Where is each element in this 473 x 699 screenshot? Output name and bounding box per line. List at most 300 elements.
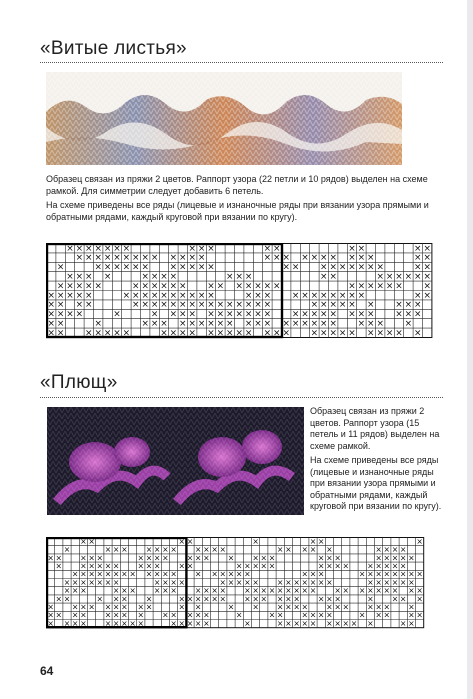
contrast-stitch-mark: × xyxy=(179,253,187,264)
contrast-stitch-mark: × xyxy=(291,262,300,273)
contrast-stitch-mark: × xyxy=(273,253,281,264)
contrast-stitch-mark: × xyxy=(244,309,253,320)
contrast-stitch-mark: × xyxy=(317,561,325,571)
contrast-stitch-mark: × xyxy=(75,309,84,320)
contrast-stitch-mark: × xyxy=(113,309,121,320)
contrast-stitch-mark: × xyxy=(216,328,225,339)
contrast-stitch-mark: × xyxy=(162,577,169,587)
contrast-stitch-mark: × xyxy=(235,328,243,339)
contrast-stitch-mark: × xyxy=(309,610,317,620)
page-number: 64 xyxy=(40,664,54,678)
contrast-stitch-mark: × xyxy=(342,618,350,628)
contrast-stitch-mark: × xyxy=(383,545,391,555)
contrast-stitch-mark: × xyxy=(188,309,196,320)
contrast-stitch-mark: × xyxy=(186,618,194,628)
contrast-stitch-mark: × xyxy=(85,328,93,339)
contrast-stitch-mark: × xyxy=(423,253,431,264)
contrast-stitch-mark: × xyxy=(169,300,178,311)
contrast-stitch-mark: × xyxy=(293,577,300,587)
contrast-stitch-mark: × xyxy=(244,618,251,628)
contrast-stitch-mark: × xyxy=(416,610,423,620)
contrast-stitch-mark: × xyxy=(358,586,366,596)
contrast-stitch-mark: × xyxy=(357,319,366,330)
contrast-stitch-mark: × xyxy=(170,569,177,579)
contrast-stitch-mark: × xyxy=(203,586,210,596)
contrast-stitch-mark: × xyxy=(404,319,413,330)
contrast-stitch-mark: × xyxy=(85,253,93,264)
contrast-stitch-mark: × xyxy=(404,272,413,283)
contrast-stitch-mark: × xyxy=(47,319,55,330)
contrast-stitch-mark: × xyxy=(399,553,407,563)
contrast-stitch-mark: × xyxy=(329,309,337,320)
contrast-stitch-mark: × xyxy=(188,262,196,273)
contrast-stitch-mark: × xyxy=(162,586,169,596)
contrast-stitch-mark: × xyxy=(179,328,187,339)
contrast-stitch-mark: × xyxy=(338,328,347,339)
contrast-stitch-mark: × xyxy=(104,618,112,628)
contrast-stitch-mark: × xyxy=(145,602,153,612)
contrast-stitch-mark: × xyxy=(310,300,319,311)
contrast-stitch-mark: × xyxy=(121,618,128,628)
knit-sample-photo-twisted-leaves xyxy=(46,72,402,165)
contrast-stitch-mark: × xyxy=(94,262,102,273)
contrast-stitch-mark: × xyxy=(254,290,262,301)
contrast-stitch-mark: × xyxy=(320,253,328,264)
contrast-stitch-mark: × xyxy=(104,545,112,555)
contrast-stitch-mark: × xyxy=(301,545,309,555)
contrast-stitch-mark: × xyxy=(348,253,356,264)
contrast-stitch-mark: × xyxy=(273,328,281,339)
contrast-stitch-mark: × xyxy=(63,586,71,596)
contrast-stitch-mark: × xyxy=(56,328,65,339)
contrast-stitch-mark: × xyxy=(122,328,131,339)
contrast-stitch-mark: × xyxy=(301,253,309,264)
contrast-stitch-mark: × xyxy=(252,561,259,571)
contrast-stitch-mark: × xyxy=(132,290,140,301)
contrast-stitch-mark: × xyxy=(207,328,215,339)
contrast-stitch-mark: × xyxy=(375,569,382,579)
contrast-stitch-mark: × xyxy=(329,300,337,311)
contrast-stitch-mark: × xyxy=(170,618,177,628)
contrast-stitch-mark: × xyxy=(121,594,128,604)
contrast-stitch-mark: × xyxy=(399,545,407,555)
contrast-stitch-mark: × xyxy=(367,328,375,339)
contrast-stitch-mark: × xyxy=(235,569,243,579)
contrast-stitch-mark: × xyxy=(96,594,104,604)
contrast-stitch-mark: × xyxy=(122,290,131,301)
contrast-stitch-mark: × xyxy=(348,281,356,292)
contrast-stitch-mark: × xyxy=(320,262,328,273)
contrast-stitch-mark: × xyxy=(326,553,333,563)
contrast-stitch-mark: × xyxy=(178,594,186,604)
contrast-stitch-mark: × xyxy=(162,569,169,579)
contrast-stitch-mark: × xyxy=(244,272,253,283)
contrast-stitch-mark: × xyxy=(357,243,366,254)
contrast-stitch-mark: × xyxy=(112,602,120,612)
contrast-stitch-mark: × xyxy=(263,328,272,339)
contrast-stitch-mark: × xyxy=(94,319,102,330)
contrast-stitch-mark: × xyxy=(96,577,104,587)
contrast-stitch-mark: × xyxy=(320,272,328,283)
contrast-stitch-mark: × xyxy=(71,618,79,628)
contrast-stitch-mark: × xyxy=(197,290,206,301)
contrast-stitch-mark: × xyxy=(383,610,391,620)
contrast-stitch-mark: × xyxy=(348,328,356,339)
contrast-stitch-mark: × xyxy=(47,309,55,320)
contrast-stitch-mark: × xyxy=(207,319,215,330)
contrast-stitch-mark: × xyxy=(235,272,243,283)
contrast-stitch-mark: × xyxy=(375,561,382,571)
contrast-stitch-mark: × xyxy=(227,569,235,579)
contrast-stitch-mark: × xyxy=(216,281,225,292)
contrast-stitch-mark: × xyxy=(367,262,375,273)
contrast-stitch-mark: × xyxy=(244,300,253,311)
contrast-stitch-mark: × xyxy=(188,290,196,301)
contrast-stitch-mark: × xyxy=(367,561,374,571)
contrast-stitch-mark: × xyxy=(342,586,350,596)
contrast-stitch-mark: × xyxy=(160,319,168,330)
contrast-stitch-mark: × xyxy=(160,300,168,311)
contrast-stitch-mark: × xyxy=(137,602,145,612)
contrast-stitch-mark: × xyxy=(179,262,187,273)
contrast-stitch-mark: × xyxy=(375,545,382,555)
contrast-stitch-mark: × xyxy=(63,577,71,587)
contrast-stitch-mark: × xyxy=(160,328,168,339)
contrast-stitch-mark: × xyxy=(391,553,399,563)
contrast-stitch-mark: × xyxy=(367,300,375,311)
contrast-stitch-mark: × xyxy=(197,262,206,273)
contrast-stitch-mark: × xyxy=(385,272,394,283)
contrast-stitch-mark: × xyxy=(219,545,227,555)
contrast-stitch-mark: × xyxy=(334,561,341,571)
contrast-stitch-mark: × xyxy=(112,569,120,579)
contrast-stitch-mark: × xyxy=(408,586,415,596)
pattern-rows-note: На схеме приведены все ряды (лицевые и изнаночные ряды при вязании узора прямыми и обратными рядами, каждый круговой при вязании по кругу). xyxy=(46,200,429,222)
contrast-stitch-mark: × xyxy=(383,586,391,596)
contrast-stitch-mark: × xyxy=(235,281,243,292)
contrast-stitch-mark: × xyxy=(263,290,272,301)
contrast-stitch-mark: × xyxy=(268,553,276,563)
contrast-stitch-mark: × xyxy=(326,618,333,628)
contrast-stitch-mark: × xyxy=(104,561,112,571)
contrast-stitch-mark: × xyxy=(367,319,375,330)
contrast-stitch-mark: × xyxy=(66,309,74,320)
contrast-stitch-mark: × xyxy=(66,272,74,283)
contrast-stitch-mark: × xyxy=(194,594,202,604)
contrast-stitch-mark: × xyxy=(408,610,415,620)
contrast-stitch-mark: × xyxy=(334,586,341,596)
contrast-stitch-mark: × xyxy=(226,319,234,330)
contrast-stitch-mark: × xyxy=(244,561,251,571)
contrast-stitch-mark: × xyxy=(260,586,268,596)
contrast-stitch-mark: × xyxy=(244,586,251,596)
contrast-stitch-mark: × xyxy=(122,243,131,254)
contrast-stitch-mark: × xyxy=(334,594,341,604)
contrast-stitch-mark: × xyxy=(254,281,262,292)
contrast-stitch-mark: × xyxy=(145,545,153,555)
contrast-stitch-mark: × xyxy=(348,309,356,320)
contrast-stitch-mark: × xyxy=(293,594,300,604)
contrast-stitch-mark: × xyxy=(197,243,206,254)
contrast-stitch-mark: × xyxy=(310,253,319,264)
contrast-stitch-mark: × xyxy=(178,537,186,546)
contrast-stitch-mark: × xyxy=(383,561,391,571)
section-title-twisted-leaves: «Витые листья» xyxy=(40,38,187,59)
contrast-stitch-mark: × xyxy=(71,577,79,587)
contrast-stitch-mark: × xyxy=(80,561,87,571)
contrast-stitch-mark: × xyxy=(88,577,95,587)
contrast-stitch-mark: × xyxy=(276,602,284,612)
contrast-stitch-mark: × xyxy=(80,569,87,579)
contrast-stitch-mark: × xyxy=(414,243,422,254)
contrast-stitch-mark: × xyxy=(80,577,87,587)
contrast-stitch-mark: × xyxy=(112,545,120,555)
contrast-stitch-mark: × xyxy=(194,610,202,620)
contrast-stitch-mark: × xyxy=(160,290,168,301)
contrast-stitch-mark: × xyxy=(227,602,235,612)
contrast-stitch-mark: × xyxy=(276,610,284,620)
contrast-stitch-mark: × xyxy=(96,553,104,563)
contrast-stitch-mark: × xyxy=(88,602,95,612)
contrast-stitch-mark: × xyxy=(310,319,319,330)
contrast-stitch-mark: × xyxy=(367,253,375,264)
contrast-stitch-mark: × xyxy=(309,618,317,628)
contrast-stitch-mark: × xyxy=(112,561,120,571)
contrast-stitch-mark: × xyxy=(282,253,290,264)
contrast-stitch-mark: × xyxy=(94,243,102,254)
contrast-stitch-mark: × xyxy=(260,561,268,571)
contrast-stitch-mark: × xyxy=(383,577,391,587)
contrast-stitch-mark: × xyxy=(80,610,87,620)
contrast-stitch-mark: × xyxy=(375,577,382,587)
contrast-stitch-mark: × xyxy=(367,309,375,320)
contrast-stitch-mark: × xyxy=(71,610,79,620)
contrast-stitch-mark: × xyxy=(226,272,234,283)
contrast-stitch-mark: × xyxy=(334,553,341,563)
contrast-stitch-mark: × xyxy=(80,553,87,563)
contrast-stitch-mark: × xyxy=(252,553,259,563)
contrast-stitch-mark: × xyxy=(276,545,284,555)
contrast-stitch-mark: × xyxy=(282,319,290,330)
contrast-stitch-mark: × xyxy=(376,281,384,292)
contrast-stitch-mark: × xyxy=(169,253,178,264)
contrast-stitch-mark: × xyxy=(141,262,149,273)
contrast-stitch-mark: × xyxy=(75,300,84,311)
contrast-stitch-mark: × xyxy=(121,610,128,620)
contrast-stitch-mark: × xyxy=(317,537,325,546)
contrast-stitch-mark: × xyxy=(399,618,407,628)
contrast-stitch-mark: × xyxy=(103,272,112,283)
contrast-stitch-mark: × xyxy=(310,328,319,339)
contrast-stitch-mark: × xyxy=(56,290,65,301)
contrast-stitch-mark: × xyxy=(375,553,382,563)
contrast-stitch-mark: × xyxy=(47,328,55,339)
contrast-stitch-mark: × xyxy=(273,281,281,292)
contrast-stitch-mark: × xyxy=(137,618,145,628)
contrast-stitch-mark: × xyxy=(276,618,284,628)
contrast-stitch-mark: × xyxy=(121,545,128,555)
contrast-stitch-mark: × xyxy=(194,569,202,579)
contrast-stitch-mark: × xyxy=(293,602,300,612)
contrast-stitch-mark: × xyxy=(94,281,102,292)
contrast-stitch-mark: × xyxy=(129,569,136,579)
contrast-stitch-mark: × xyxy=(252,586,259,596)
contrast-stitch-mark: × xyxy=(104,610,112,620)
title-divider xyxy=(40,62,443,63)
contrast-stitch-mark: × xyxy=(88,553,95,563)
contrast-stitch-mark: × xyxy=(317,610,325,620)
contrast-stitch-mark: × xyxy=(112,586,120,596)
contrast-stitch-mark: × xyxy=(153,561,161,571)
contrast-stitch-mark: × xyxy=(203,545,210,555)
contrast-stitch-mark: × xyxy=(169,262,178,273)
contrast-stitch-mark: × xyxy=(282,328,290,339)
contrast-stitch-mark: × xyxy=(80,537,87,546)
contrast-stitch-mark: × xyxy=(268,586,276,596)
contrast-stitch-mark: × xyxy=(367,569,374,579)
contrast-stitch-mark: × xyxy=(63,618,71,628)
contrast-stitch-mark: × xyxy=(291,290,300,301)
contrast-stitch-mark: × xyxy=(367,577,374,587)
contrast-stitch-mark: × xyxy=(320,309,328,320)
contrast-stitch-mark: × xyxy=(317,594,325,604)
contrast-stitch-mark: × xyxy=(145,569,153,579)
contrast-stitch-mark: × xyxy=(235,309,243,320)
contrast-stitch-mark: × xyxy=(150,319,159,330)
contrast-stitch-mark: × xyxy=(197,253,206,264)
contrast-stitch-mark: × xyxy=(179,309,187,320)
contrast-stitch-mark: × xyxy=(309,569,317,579)
contrast-stitch-mark: × xyxy=(197,300,206,311)
contrast-stitch-mark: × xyxy=(254,300,262,311)
contrast-stitch-mark: × xyxy=(94,253,102,264)
contrast-stitch-mark: × xyxy=(273,243,281,254)
contrast-stitch-mark: × xyxy=(207,262,215,273)
contrast-stitch-mark: × xyxy=(375,610,382,620)
contrast-stitch-mark: × xyxy=(227,577,235,587)
contrast-stitch-mark: × xyxy=(150,272,159,283)
contrast-stitch-mark: × xyxy=(244,577,251,587)
contrast-stitch-mark: × xyxy=(179,281,187,292)
contrast-stitch-mark: × xyxy=(320,300,328,311)
contrast-stitch-mark: × xyxy=(326,545,333,555)
contrast-stitch-mark: × xyxy=(383,569,391,579)
contrast-stitch-mark: × xyxy=(103,243,112,254)
contrast-stitch-mark: × xyxy=(121,602,128,612)
contrast-stitch-mark: × xyxy=(399,569,407,579)
contrast-stitch-mark: × xyxy=(367,618,374,628)
contrast-stitch-mark: × xyxy=(358,569,366,579)
contrast-stitch-mark: × xyxy=(47,553,54,563)
contrast-stitch-mark: × xyxy=(423,262,431,273)
contrast-stitch-mark: × xyxy=(282,262,290,273)
contrast-stitch-mark: × xyxy=(141,300,149,311)
contrast-stitch-mark: × xyxy=(162,553,169,563)
contrast-stitch-mark: × xyxy=(329,290,337,301)
contrast-stitch-mark: × xyxy=(357,290,366,301)
contrast-stitch-mark: × xyxy=(207,243,215,254)
contrast-stitch-mark: × xyxy=(423,281,431,292)
contrast-stitch-mark: × xyxy=(188,319,196,330)
contrast-stitch-mark: × xyxy=(113,243,121,254)
contrast-stitch-mark: × xyxy=(203,594,210,604)
contrast-stitch-mark: × xyxy=(132,262,140,273)
contrast-stitch-mark: × xyxy=(391,594,399,604)
contrast-stitch-mark: × xyxy=(276,586,284,596)
contrast-stitch-mark: × xyxy=(129,586,136,596)
contrast-stitch-mark: × xyxy=(160,272,168,283)
contrast-stitch-mark: × xyxy=(194,602,202,612)
contrast-stitch-mark: × xyxy=(301,309,309,320)
contrast-stitch-mark: × xyxy=(137,561,145,571)
contrast-stitch-mark: × xyxy=(216,300,225,311)
contrast-stitch-mark: × xyxy=(169,290,178,301)
knit-sample-photo-ivy xyxy=(47,407,304,515)
contrast-stitch-mark: × xyxy=(153,553,161,563)
contrast-stitch-mark: × xyxy=(112,610,120,620)
contrast-stitch-mark: × xyxy=(326,610,333,620)
contrast-stitch-mark: × xyxy=(416,537,423,546)
pattern-description: Образец связан из пряжи 2 цветов. Раппорт узора (22 петли и 10 рядов) выделен на схеме рамкой. Для симметрии следует добавить 6 петель. xyxy=(46,174,428,196)
contrast-stitch-mark: × xyxy=(326,594,333,604)
contrast-stitch-mark: × xyxy=(326,602,333,612)
contrast-stitch-mark: × xyxy=(178,602,186,612)
contrast-stitch-mark: × xyxy=(285,602,292,612)
contrast-stitch-mark: × xyxy=(226,300,234,311)
contrast-stitch-mark: × xyxy=(291,319,300,330)
contrast-stitch-mark: × xyxy=(301,577,309,587)
contrast-stitch-mark: × xyxy=(103,262,112,273)
contrast-stitch-mark: × xyxy=(423,290,431,301)
contrast-stitch-mark: × xyxy=(244,594,251,604)
contrast-stitch-mark: × xyxy=(121,569,128,579)
contrast-stitch-mark: × xyxy=(85,243,93,254)
contrast-stitch-mark: × xyxy=(326,577,333,587)
contrast-stitch-mark: × xyxy=(188,253,196,264)
contrast-stitch-mark: × xyxy=(150,290,159,301)
contrast-stitch-mark: × xyxy=(310,290,319,301)
contrast-stitch-mark: × xyxy=(358,610,366,620)
contrast-stitch-mark: × xyxy=(85,290,93,301)
contrast-stitch-mark: × xyxy=(391,545,399,555)
contrast-stitch-mark: × xyxy=(320,290,328,301)
contrast-stitch-mark: × xyxy=(416,594,423,604)
contrast-stitch-mark: × xyxy=(301,569,309,579)
contrast-stitch-mark: × xyxy=(350,618,358,628)
contrast-stitch-mark: × xyxy=(414,290,422,301)
contrast-stitch-mark: × xyxy=(334,618,341,628)
contrast-stitch-mark: × xyxy=(145,561,153,571)
pattern-description: Образец связан из пряжи 2 цветов. Раппорт узора (15 петель и 11 рядов) выделен на схеме рамкой. xyxy=(310,406,440,451)
contrast-stitch-mark: × xyxy=(80,586,87,596)
contrast-stitch-mark: × xyxy=(88,569,95,579)
contrast-stitch-mark: × xyxy=(132,253,140,264)
contrast-stitch-mark: × xyxy=(293,618,300,628)
contrast-stitch-mark: × xyxy=(268,561,276,571)
contrast-stitch-mark: × xyxy=(404,300,413,311)
contrast-stitch-mark: × xyxy=(252,537,259,546)
contrast-stitch-mark: × xyxy=(301,586,309,596)
contrast-stitch-mark: × xyxy=(170,610,177,620)
contrast-stitch-mark: × xyxy=(357,253,366,264)
contrast-stitch-mark: × xyxy=(235,610,243,620)
contrast-stitch-mark: × xyxy=(194,586,202,596)
contrast-stitch-mark: × xyxy=(207,300,215,311)
pattern-rows-note: На схеме приведены все ряды (лицевые и изнаночные ряды при вязании узора прямыми и обратными рядами, каждый круговой при вязании по кругу). xyxy=(310,455,442,512)
contrast-stitch-mark: × xyxy=(141,290,149,301)
contrast-stitch-mark: × xyxy=(334,602,341,612)
contrast-stitch-mark: × xyxy=(63,545,71,555)
